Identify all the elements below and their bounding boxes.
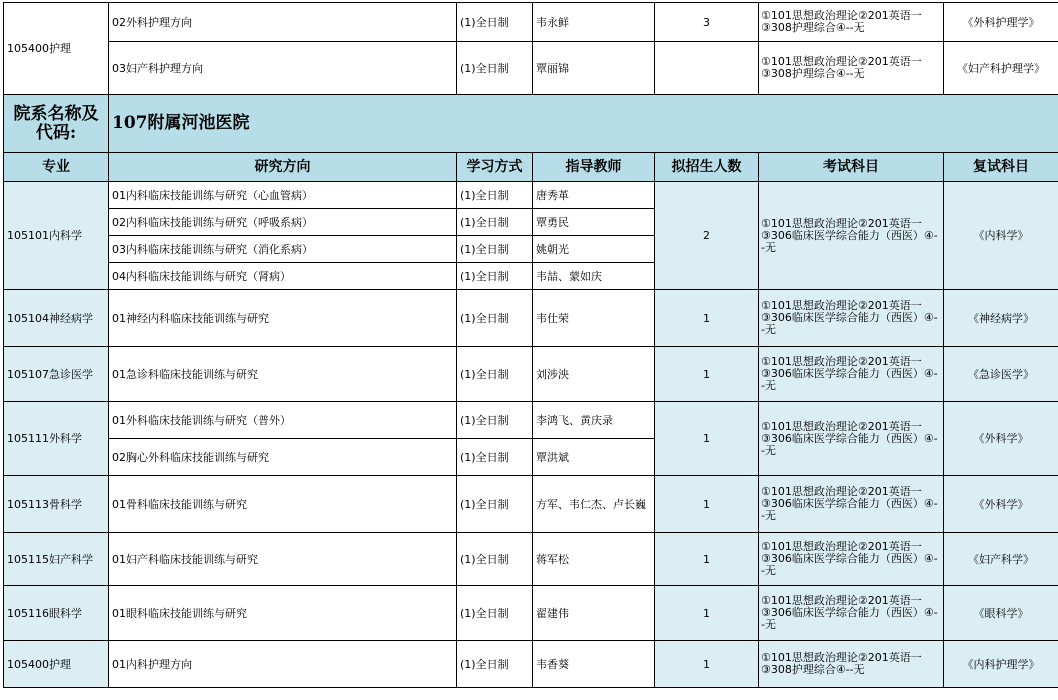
exam-cell: ①101思想政治理论②201英语一③306临床医学综合能力（西医）④--无 bbox=[759, 533, 944, 586]
retest-cell: 《妇产科学》 bbox=[944, 533, 1058, 586]
mode-cell: (1)全日制 bbox=[457, 641, 533, 688]
major-cell: 105104神经病学 bbox=[4, 290, 109, 347]
table-row bbox=[4, 533, 1058, 586]
exam-cell: ①101思想政治理论②201英语一③306临床医学综合能力（西医）④--无 bbox=[759, 476, 944, 533]
tutor-cell: 覃洪斌 bbox=[533, 439, 655, 476]
direction-cell: 02内科临床技能训练与研究（呼吸系病） bbox=[109, 209, 457, 236]
institution-row bbox=[4, 95, 1058, 153]
tutor-cell: 方军、韦仁杰、卢长巍 bbox=[533, 476, 655, 533]
direction-cell: 01外科临床技能训练与研究（普外） bbox=[109, 402, 457, 439]
enrollment-table bbox=[3, 2, 1058, 688]
retest-cell: 《内科学》 bbox=[944, 182, 1058, 290]
major-cell: 105115妇产科学 bbox=[4, 533, 109, 586]
tutor-cell: 李鸿飞、黄庆录 bbox=[533, 402, 655, 439]
mode-cell: (1)全日制 bbox=[457, 236, 533, 263]
exam-cell: ①101思想政治理论②201英语一③306临床医学综合能力（西医）④--无 bbox=[759, 402, 944, 476]
table-row bbox=[4, 402, 1058, 439]
count-cell: 1 bbox=[655, 347, 759, 402]
major-cell: 105107急诊医学 bbox=[4, 347, 109, 402]
institution-name: 107附属河池医院 bbox=[109, 95, 1058, 153]
direction-cell: 02外科护理方向 bbox=[109, 3, 457, 42]
mode-cell: (1)全日制 bbox=[457, 347, 533, 402]
tutor-cell: 刘涉泱 bbox=[533, 347, 655, 402]
major-cell: 105113骨科学 bbox=[4, 476, 109, 533]
direction-cell: 01内科临床技能训练与研究（心血管病） bbox=[109, 182, 457, 209]
retest-cell: 《内科护理学》 bbox=[944, 641, 1058, 688]
retest-cell: 《急诊医学》 bbox=[944, 347, 1058, 402]
count-cell: 1 bbox=[655, 476, 759, 533]
exam-cell: ①101思想政治理论②201英语一③308护理综合④--无 bbox=[759, 641, 944, 688]
major-cell: 105111外科学 bbox=[4, 402, 109, 476]
mode-cell: (1)全日制 bbox=[457, 586, 533, 641]
count-cell: 3 bbox=[655, 3, 759, 42]
exam-cell: ①101思想政治理论②201英语一③306临床医学综合能力（西医）④--无 bbox=[759, 290, 944, 347]
tutor-cell: 韦香葵 bbox=[533, 641, 655, 688]
tutor-cell: 唐秀革 bbox=[533, 182, 655, 209]
tutor-cell: 韦仕荣 bbox=[533, 290, 655, 347]
tutor-cell: 姚朝光 bbox=[533, 236, 655, 263]
exam-cell: ①101思想政治理论②201英语一③308护理综合④--无 bbox=[759, 42, 944, 95]
retest-cell: 《外科学》 bbox=[944, 402, 1058, 476]
header-major: 专业 bbox=[4, 153, 109, 182]
major-cell: 105400护理 bbox=[4, 641, 109, 688]
retest-cell: 《外科学》 bbox=[944, 476, 1058, 533]
header-retest: 复试科目 bbox=[944, 153, 1058, 182]
header-count: 拟招生人数 bbox=[655, 153, 759, 182]
major-cell: 105116眼科学 bbox=[4, 586, 109, 641]
tutor-cell: 韦永鲜 bbox=[533, 3, 655, 42]
mode-cell: (1)全日制 bbox=[457, 402, 533, 439]
table-row bbox=[4, 182, 1058, 209]
table-row bbox=[4, 290, 1058, 347]
direction-cell: 01急诊科临床技能训练与研究 bbox=[109, 347, 457, 402]
direction-cell: 03内科临床技能训练与研究（消化系病） bbox=[109, 236, 457, 263]
tutor-cell: 覃勇民 bbox=[533, 209, 655, 236]
direction-cell: 02胸心外科临床技能训练与研究 bbox=[109, 439, 457, 476]
mode-cell: (1)全日制 bbox=[457, 209, 533, 236]
direction-cell: 04内科临床技能训练与研究（肾病） bbox=[109, 263, 457, 290]
mode-cell: (1)全日制 bbox=[457, 290, 533, 347]
direction-cell: 01神经内科临床技能训练与研究 bbox=[109, 290, 457, 347]
header-direction: 研究方向 bbox=[109, 153, 457, 182]
retest-cell: 《眼科学》 bbox=[944, 586, 1058, 641]
count-cell: 1 bbox=[655, 533, 759, 586]
major-cell: 105101内科学 bbox=[4, 182, 109, 290]
count-cell: 1 bbox=[655, 402, 759, 476]
header-mode: 学习方式 bbox=[457, 153, 533, 182]
mode-cell: (1)全日制 bbox=[457, 182, 533, 209]
mode-cell: (1)全日制 bbox=[457, 476, 533, 533]
retest-cell: 《外科护理学》 bbox=[944, 3, 1058, 42]
exam-cell: ①101思想政治理论②201英语一③308护理综合④--无 bbox=[759, 3, 944, 42]
table-row bbox=[4, 476, 1058, 533]
table-row bbox=[4, 586, 1058, 641]
tutor-cell: 覃丽锦 bbox=[533, 42, 655, 95]
mode-cell: (1)全日制 bbox=[457, 42, 533, 95]
direction-cell: 01内科护理方向 bbox=[109, 641, 457, 688]
count-cell: 1 bbox=[655, 586, 759, 641]
direction-cell: 03妇产科护理方向 bbox=[109, 42, 457, 95]
exam-cell: ①101思想政治理论②201英语一③306临床医学综合能力（西医）④--无 bbox=[759, 347, 944, 402]
major-cell: 105400护理 bbox=[4, 3, 109, 95]
table-row bbox=[4, 42, 1058, 95]
direction-cell: 01妇产科临床技能训练与研究 bbox=[109, 533, 457, 586]
header-row bbox=[4, 153, 1058, 182]
count-cell bbox=[655, 42, 759, 95]
count-cell: 1 bbox=[655, 290, 759, 347]
mode-cell: (1)全日制 bbox=[457, 263, 533, 290]
mode-cell: (1)全日制 bbox=[457, 533, 533, 586]
tutor-cell: 蒋军松 bbox=[533, 533, 655, 586]
direction-cell: 01眼科临床技能训练与研究 bbox=[109, 586, 457, 641]
mode-cell: (1)全日制 bbox=[457, 439, 533, 476]
exam-cell: ①101思想政治理论②201英语一③306临床医学综合能力（西医）④--无 bbox=[759, 586, 944, 641]
exam-cell: ①101思想政治理论②201英语一③306临床医学综合能力（西医）④--无 bbox=[759, 182, 944, 290]
mode-cell: (1)全日制 bbox=[457, 3, 533, 42]
tutor-cell: 韦喆、蒙如庆 bbox=[533, 263, 655, 290]
count-cell: 1 bbox=[655, 641, 759, 688]
count-cell: 2 bbox=[655, 182, 759, 290]
retest-cell: 《神经病学》 bbox=[944, 290, 1058, 347]
header-exam: 考试科目 bbox=[759, 153, 944, 182]
retest-cell: 《妇产科护理学》 bbox=[944, 42, 1058, 95]
institution-label: 院系名称及代码: bbox=[4, 95, 109, 153]
header-tutor: 指导教师 bbox=[533, 153, 655, 182]
table-row bbox=[4, 347, 1058, 402]
table-row bbox=[4, 641, 1058, 688]
direction-cell: 01骨科临床技能训练与研究 bbox=[109, 476, 457, 533]
table-row bbox=[4, 3, 1058, 42]
tutor-cell: 翟建伟 bbox=[533, 586, 655, 641]
